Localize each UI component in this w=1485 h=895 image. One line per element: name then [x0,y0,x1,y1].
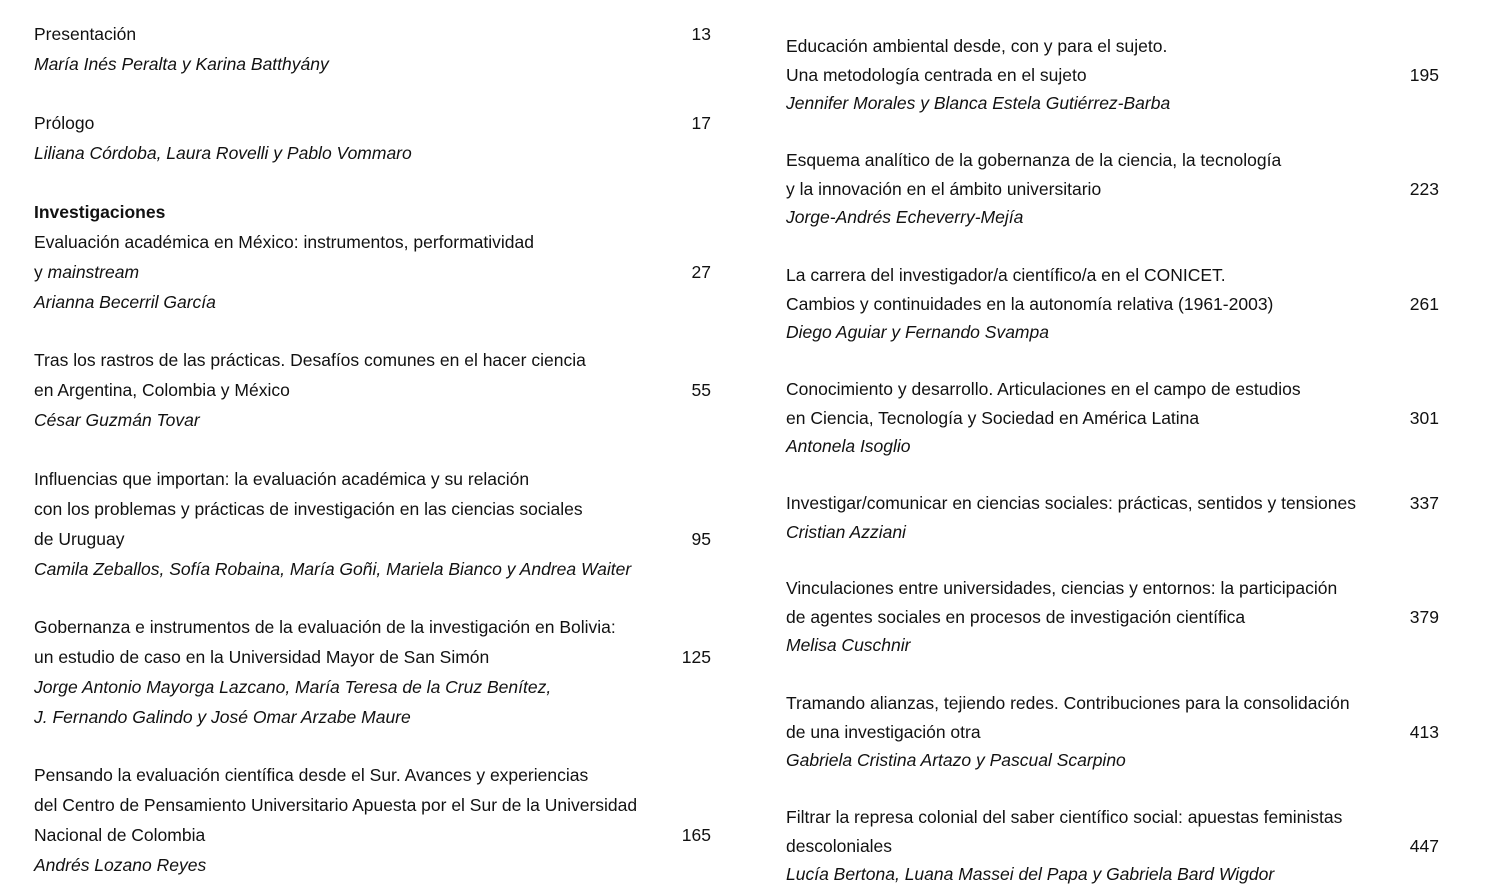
entry-author: Cristian Azziani [786,521,906,542]
toc-entry-gobernanza-bolivia[interactable] [34,612,714,732]
toc-entry-investigar-comunicar[interactable] [786,489,1441,546]
entry-author: Jennifer Morales y Blanca Estela Gutiérrez-Barba [786,93,1171,114]
toc-entry-influencias[interactable] [34,464,714,584]
entry-title-line: Investigar/comunicar en ciencias sociales: prácticas, sentidos y tensiones [786,493,1356,513]
entry-title-line: descoloniales [786,835,893,856]
toc-entry-vinculaciones[interactable] [786,574,1441,660]
entry-title-line: Pensando la evaluación científica desde el Sur. Avances y experiencias [34,765,589,785]
page-number: 301 [1409,407,1439,428]
entry-title-line: con los problemas y prácticas de investigación en las ciencias sociales [34,499,583,519]
page-number: 413 [1409,721,1439,742]
entry-title-line: Evaluación académica en México: instrumentos, performatividad [34,232,534,252]
entry-title-line: de agentes sociales en procesos de investigación científica [786,606,1246,627]
page-number: 165 [681,825,711,845]
entry-author: Jorge-Andrés Echeverry-Mejía [786,207,1024,228]
entry-title-italic: mainstream [47,262,140,282]
page-number: 447 [1409,835,1439,856]
entry-title-line: Tramando alianzas, tejiendo redes. Contribuciones para la consolidación [786,693,1350,713]
entry-title-line: Esquema analítico de la gobernanza de la ciencia, la tecnología [786,150,1282,170]
toc-entry-carrera-conicet[interactable] [786,261,1441,347]
page-number: 95 [691,529,711,549]
entry-title-line: y [34,262,48,282]
entry-author: Gabriela Cristina Artazo y Pascual Scarpino [786,750,1126,771]
entry-title-line: un estudio de caso en la Universidad Mayor de San Simón [34,647,490,667]
page-number: 27 [691,262,711,282]
toc-entry-tramando-alianzas[interactable] [786,689,1441,775]
page-number: 223 [1409,178,1439,199]
toc-entry-evaluacion-mexico[interactable] [34,197,714,317]
toc-entry-evaluacion-sur[interactable] [34,760,714,880]
toc-entry-filtrar-represa[interactable] [786,803,1441,889]
entry-author: Camila Zeballos, Sofía Robaina, María Goñi, Mariela Bianco y Andrea Waiter [34,559,632,579]
entry-title-line: de una investigación otra [786,721,981,742]
page-number: 125 [681,647,711,667]
entry-author: Arianna Becerril García [34,292,216,312]
entry-title-line: del Centro de Pensamiento Universitario Apuesta por el Sur de la Universidad [34,795,638,815]
entry-author: Liliana Córdoba, Laura Rovelli y Pablo Vommaro [34,143,412,163]
entry-title: Presentación [34,24,137,44]
entry-author: Jorge Antonio Mayorga Lazcano, María Teresa de la Cruz Benítez, [34,677,552,697]
entry-author: Diego Aguiar y Fernando Svampa [786,322,1049,343]
entry-title-line: Una metodología centrada en el sujeto [786,64,1087,85]
section-heading: Investigaciones [34,202,166,222]
entry-title-line: Cambios y continuidades en la autonomía relativa (1961-2003) [786,293,1274,314]
toc-entry-presentacion[interactable] [34,19,714,79]
entry-title-line: de Uruguay [34,529,125,549]
toc-entry-esquema-gobernanza[interactable] [786,146,1441,232]
page-number: 195 [1409,64,1439,85]
entry-title-line: Filtrar la represa colonial del saber científico social: apuestas feministas [786,807,1343,827]
page-number: 13 [691,24,711,44]
entry-author: María Inés Peralta y Karina Batthyány [34,54,329,74]
entry-title-line: Nacional de Colombia [34,825,206,845]
toc-entry-prologo[interactable] [34,108,714,168]
entry-title: Prólogo [34,113,95,133]
entry-title-line: en Argentina, Colombia y México [34,380,290,400]
entry-title-line: Educación ambiental desde, con y para el sujeto. [786,36,1168,56]
page-number: 55 [691,380,711,400]
entry-author: J. Fernando Galindo y José Omar Arzabe Maure [34,707,411,727]
page-number: 337 [1409,493,1439,513]
toc-entry-conocimiento-desarrollo[interactable] [786,375,1441,461]
entry-title-line: Vinculaciones entre universidades, ciencias y entornos: la participación [786,578,1338,598]
entry-author: Antonela Isoglio [786,436,911,457]
entry-title-line: La carrera del investigador/a científico/a en el CONICET. [786,265,1226,285]
entry-title-line: y la innovación en el ámbito universitario [786,178,1102,199]
page-number: 17 [691,113,711,133]
entry-title-line: en Ciencia, Tecnología y Sociedad en América Latina [786,407,1200,428]
entry-title-line: Conocimiento y desarrollo. Articulaciones en el campo de estudios [786,379,1301,399]
entry-author: César Guzmán Tovar [34,410,200,430]
entry-title-line: Tras los rastros de las prácticas. Desafíos comunes en el hacer ciencia [34,350,586,370]
page-number: 261 [1409,293,1439,314]
page-number: 379 [1409,606,1439,627]
toc-entry-rastros-practicas[interactable] [34,345,714,435]
entry-author: Melisa Cuschnir [786,635,911,656]
entry-title-line: Gobernanza e instrumentos de la evaluación de la investigación en Bolivia: [34,617,616,637]
entry-author: Lucía Bertona, Luana Massei del Papa y Gabriela Bard Wigdor [786,864,1275,885]
entry-title-line: Influencias que importan: la evaluación académica y su relación [34,469,530,489]
entry-author: Andrés Lozano Reyes [34,855,207,875]
toc-entry-educacion-ambiental[interactable] [786,32,1441,118]
